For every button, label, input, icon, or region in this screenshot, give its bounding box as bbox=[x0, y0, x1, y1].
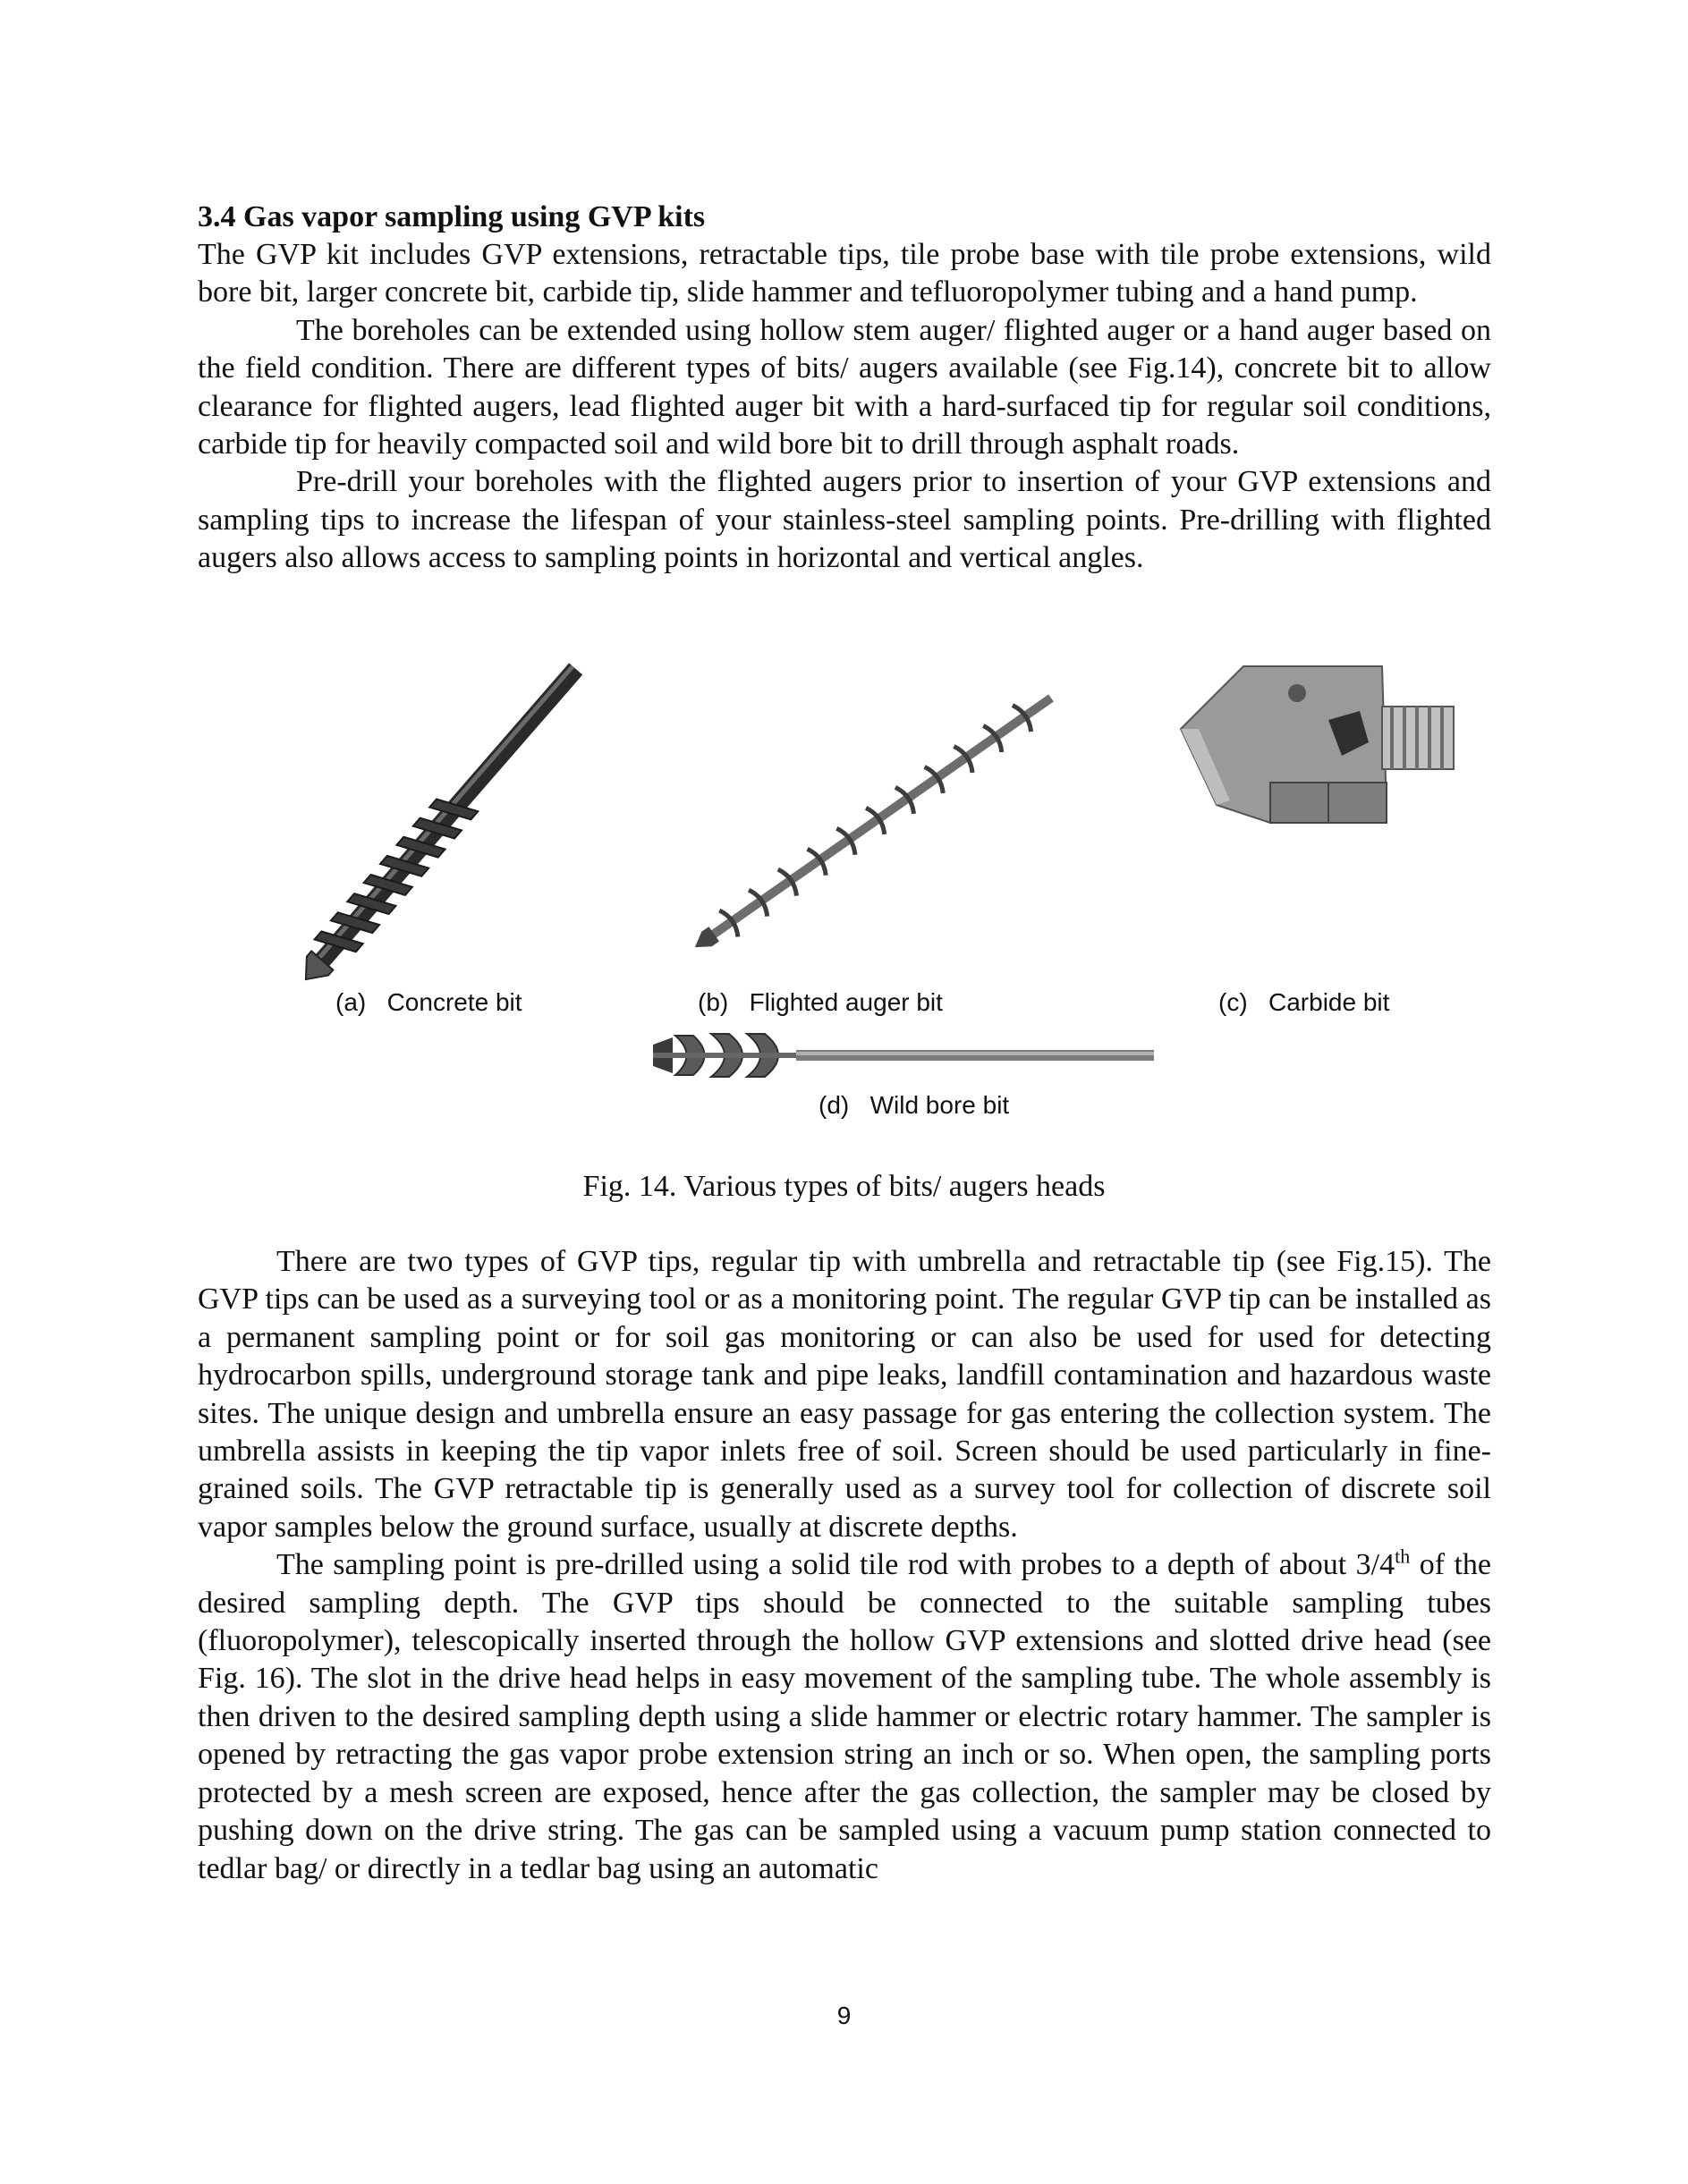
caption-flighted-auger-bit bbox=[698, 988, 943, 1017]
intro-section bbox=[198, 236, 1491, 578]
caption-label: Carbide bit bbox=[1268, 988, 1390, 1016]
caption-carbide-bit bbox=[1218, 988, 1389, 1017]
page-number: 9 bbox=[836, 2002, 852, 2029]
figure-caption: Fig. 14. Various types of bits/ augers heads bbox=[582, 1170, 1106, 1203]
caption-letter: (c) bbox=[1218, 988, 1248, 1016]
caption-letter: (d) bbox=[819, 1091, 850, 1119]
concrete-bit-image bbox=[295, 662, 635, 984]
carbide-bit-image bbox=[1163, 657, 1485, 854]
caption-label: Flighted auger bit bbox=[749, 988, 943, 1016]
paragraph-gvp-tips: There are two types of GVP tips, regular tip with umbrella and retractable tip (see Fig.15). The GVP tips can be used as a surveying tool or as a monitoring point. The regular GVP tip can be installed as a permanent sampling point or for soil gas monitoring or can also be used for used for detecting hydrocarbon spills, underground storage tank and pipe leaks, landfill contamination and hazardous waste sites. The unique design and umbrella ensure an easy passage for gas entering the collection system. The umbrella assists in keeping the tip vapor inlets free of soil. Screen should be used particularly in fine-grained soils. The GVP retractable tip is generally used as a survey tool for collection of discrete soil vapor samples below the ground surface, usually at discrete depths. bbox=[198, 1245, 1491, 1544]
caption-label: Concrete bit bbox=[386, 988, 522, 1016]
paragraph-boreholes: The boreholes can be extended using hollow stem auger/ flighted auger or a hand auger based on the field condition. There are different types of bits/ augers available (see Fig.14), concrete bit to allow clearance for flighted augers, lead flighted auger bit with a hard-surfaced tip for regular soil conditions, carbide tip for heavily compacted soil and wild bore bit to drill through asphalt roads. bbox=[198, 313, 1491, 461]
caption-wild-bore-bit bbox=[819, 1091, 1009, 1120]
caption-label: Wild bore bit bbox=[869, 1091, 1010, 1119]
section-heading: 3.4 Gas vapor sampling using GVP kits bbox=[198, 200, 706, 233]
caption-concrete-bit bbox=[335, 988, 522, 1017]
paragraph-predrill: Pre-drill your boreholes with the flighted augers prior to insertion of your GVP extensions and sampling tips to increase the lifespan of your stainless-steel sampling points. Pre-drilling with flighted augers also allows access to sampling points in horizontal and vertical angles. bbox=[198, 465, 1491, 575]
wild-bore-bit-image bbox=[653, 1029, 1163, 1082]
superscript: th bbox=[1395, 1545, 1411, 1568]
intro-paragraph: The GVP kit includes GVP extensions, retractable tips, tile probe base with tile probe extensions, wild bore bit, larger concrete bit, carbide tip, slide hammer and tefluoropolymer tubing and a hand pump. bbox=[198, 238, 1491, 309]
flighted-auger-bit-image bbox=[689, 689, 1082, 957]
body-section bbox=[198, 1243, 1491, 1888]
paragraph-text: The sampling point is pre-drilled using a solid tile rod with probes to a depth of about 3/4 bbox=[276, 1548, 1395, 1582]
paragraph-sampling-point bbox=[198, 1546, 1491, 1888]
paragraph-text: of the desired sampling depth. The GVP tips should be connected to the suitable sampling tubes (fluoropolymer), telescopically inserted through the hollow GVP extensions and slotted drive head (see Fig. 16). The slot in the drive head helps in easy movement of the sampling tube. The whole assembly is then driven to the desired sampling depth using a slide hammer or electric rotary hammer. The sampler is opened by retracting the gas vapor probe extension string an inch or so. When open, the sampling ports protected by a mesh screen are exposed, hence after the gas collection, the sampler may be closed by pushing down on the drive string. The gas can be sampled using a vacuum pump station connected to tedlar bag/ or directly in a tedlar bag using an automatic bbox=[198, 1548, 1491, 1885]
caption-letter: (a) bbox=[335, 988, 367, 1016]
caption-letter: (b) bbox=[698, 988, 729, 1016]
